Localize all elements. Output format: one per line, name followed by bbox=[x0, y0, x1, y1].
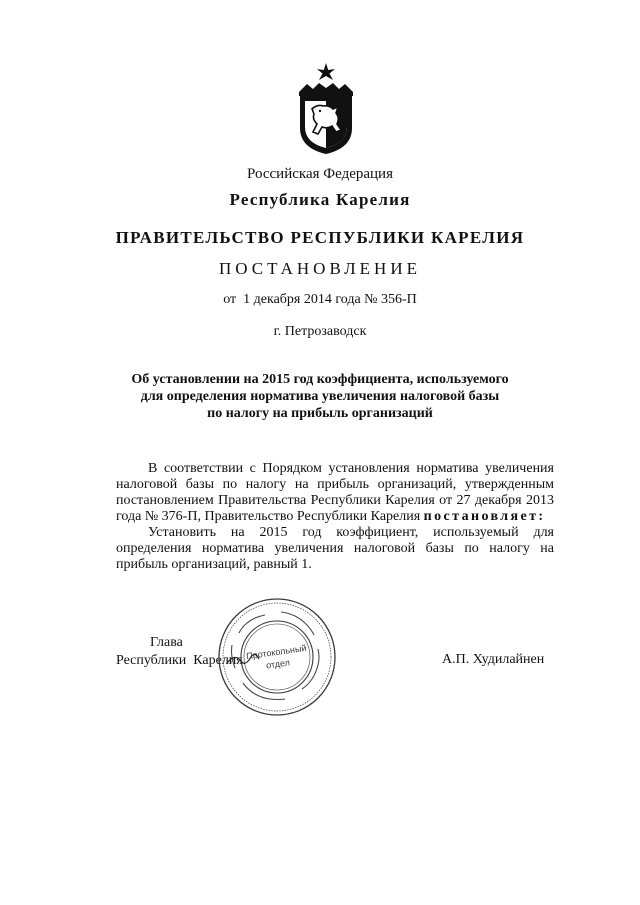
paragraph-text: В соответствии с Порядком установления норматива увеличения налоговой базы по налогу на прибыль организаций, утвержденным постановлением Правительства Республики Карелия от 27 декабря 2013 года № 376-П, Правительство Республики Карелия bbox=[116, 461, 554, 524]
subject-line: Об установлении на 2015 год коэффициента, используемого bbox=[131, 372, 509, 387]
document-date-number: от 1 декабря 2014 года № 356-П bbox=[223, 292, 417, 307]
country-name: Российская Федерация bbox=[247, 166, 393, 182]
government-title: ПРАВИТЕЛЬСТВО РЕСПУБЛИКИ КАРЕЛИЯ bbox=[115, 228, 525, 247]
body-paragraph: Установить на 2015 год коэффициент, используемый для определения норматива увеличения налоговой базы по налогу на прибыль организаций, равный 1. bbox=[116, 525, 554, 572]
resolution-keyword: постановляет: bbox=[423, 509, 546, 524]
document-type: ПОСТАНОВЛЕНИЕ bbox=[218, 259, 421, 278]
position-line: Глава bbox=[150, 635, 183, 650]
official-stamp bbox=[213, 593, 341, 721]
document-city: г. Петрозаводск bbox=[273, 324, 367, 339]
position-line: Республики Карелия bbox=[116, 653, 243, 668]
signatory-name: А.П. Худилайнен bbox=[442, 652, 545, 667]
stamp-text: Протокольный bbox=[245, 642, 307, 662]
subject-line: для определения норматива увеличения налоговой базы bbox=[140, 389, 500, 404]
body-paragraph bbox=[116, 461, 554, 525]
karelia-coat-of-arms-icon bbox=[295, 62, 357, 156]
stamp-text: отдел bbox=[265, 657, 291, 671]
subject-line: по налогу на прибыль организаций bbox=[207, 406, 433, 421]
document-subject bbox=[130, 371, 510, 422]
republic-name: Республика Карелия bbox=[229, 190, 411, 209]
document-body bbox=[116, 461, 554, 573]
